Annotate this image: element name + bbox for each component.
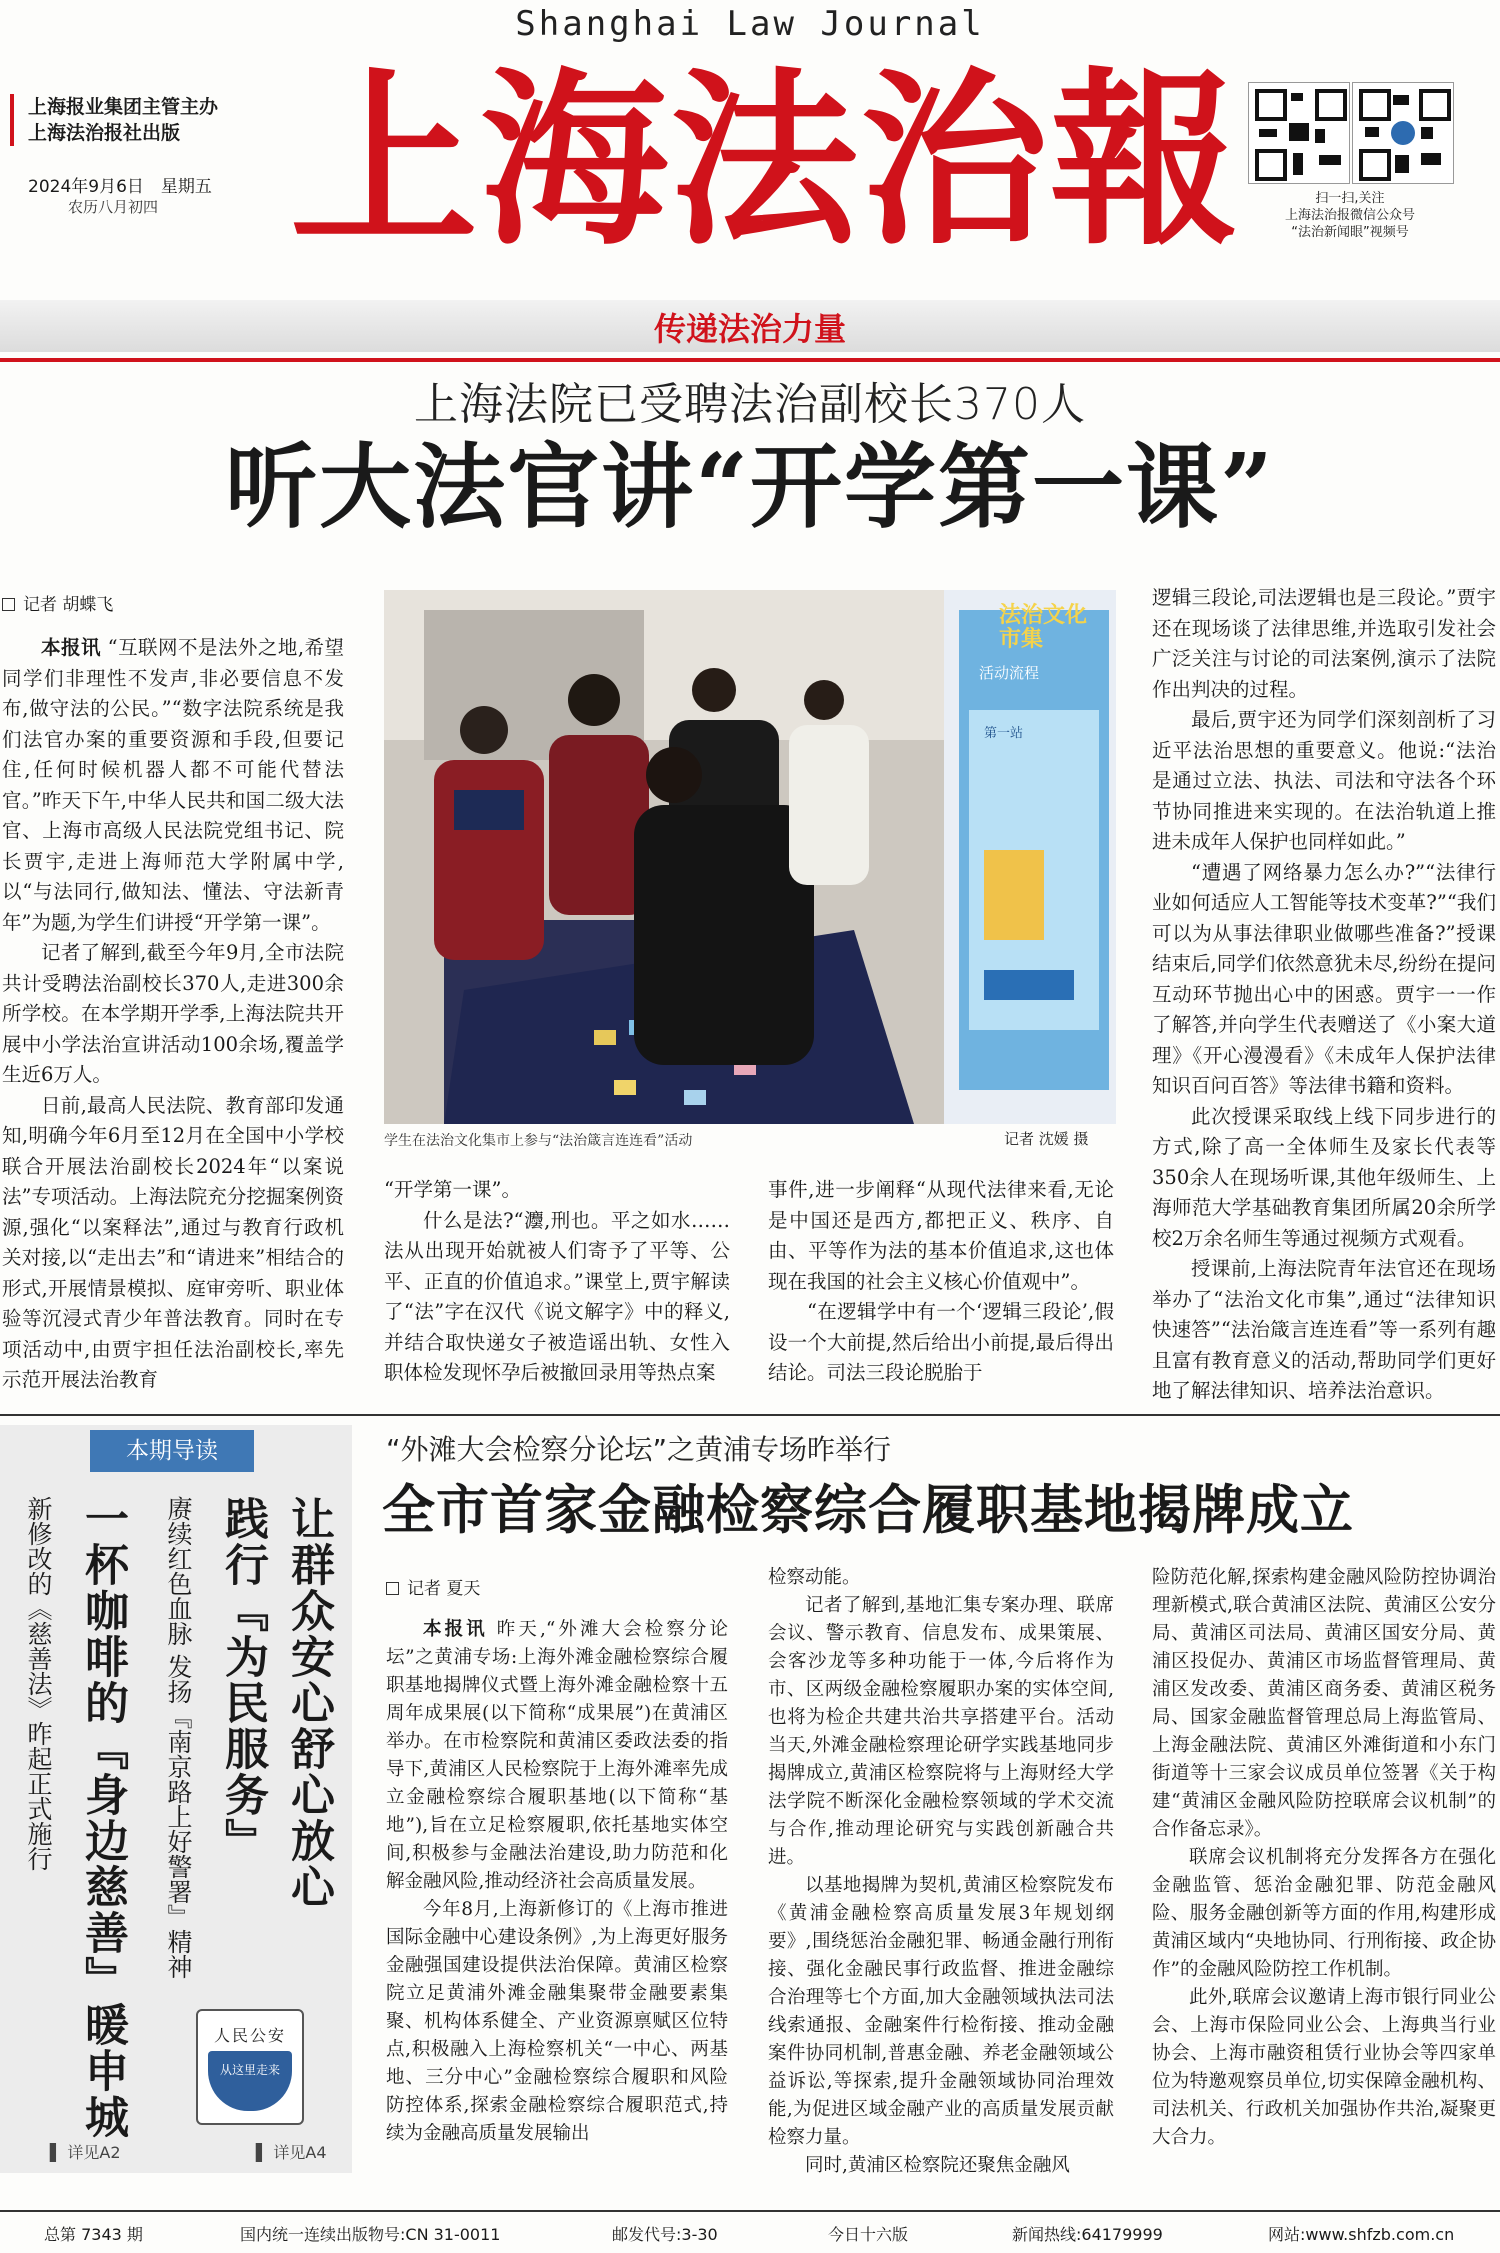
sidebar-ref-a2[interactable] bbox=[50, 2140, 121, 2163]
ref-arrow-icon: ▌ bbox=[50, 2143, 68, 2162]
sidebar-ref-a4[interactable] bbox=[256, 2140, 327, 2163]
police-badge bbox=[196, 2009, 304, 2125]
lead-kicker: 上海法院已受聘法治副校长370人 bbox=[414, 379, 1086, 430]
lead-col3-p1: 事件,进一步阐释“从现代法律来看,无论是中国还是西方,都把正义、秩序、自由、平等作为法的基本价值追求,这也体现在我国的社会主义核心价值观中”。 bbox=[768, 1178, 1114, 1293]
sidebar-header: 本期导读 bbox=[90, 1430, 254, 1472]
second-col2-p4: 同时,黄浦区检察院还聚焦金融风 bbox=[805, 2155, 1070, 2176]
lead-column-1 bbox=[2, 633, 344, 1391]
qr-code-video[interactable] bbox=[1352, 82, 1454, 184]
sidebar-deck-e: 新修改的《慈善法》昨起正式施行 bbox=[24, 1496, 53, 1871]
qr-caption bbox=[1240, 190, 1460, 241]
lead-byline bbox=[2, 590, 113, 615]
lead-photo[interactable] bbox=[384, 590, 1116, 1124]
second-dateline: 本报讯 bbox=[423, 1619, 488, 1640]
lead-col4-p2: 最后,贾宇还为同学们深刻剖析了习近平法治思想的重要意义。他说:“法治是通过立法、执法、司法和守法各个环节协同推进来实现的。在法治轨道上推进未成年人保护也同样如此。” bbox=[1152, 708, 1496, 853]
footer-issue: 总第 7343 期 bbox=[44, 2225, 143, 2244]
lead-col3-p2: “在逻辑学中有一个‘逻辑三段论’,假设一个大前提,然后给出小前提,最后得出结论。司法三段论脱胎于 bbox=[768, 1300, 1114, 1384]
ref-a4-text: 详见A4 bbox=[273, 2143, 327, 2162]
sidebar-headline-b[interactable]: 践行『为民服务』 bbox=[217, 1496, 268, 1864]
lead-col4-p5: 授课前,上海法院青年法官还在现场举办了“法治文化市集”,通过“法律知识快速答”“法治箴言连连看”等一系列有趣且富有教育意义的活动,帮助同学们更好地了解法律知识、培养法治意识。 bbox=[1152, 1257, 1496, 1402]
qr-code-wechat[interactable] bbox=[1248, 82, 1350, 184]
lead-headline: 听大法官讲“开学第一课” bbox=[225, 433, 1275, 541]
lead-col4-p4: 此次授课采取线上线下同步进行的方式,除了高一全体师生及家长代表等350余人在现场听课,其他年级师生、上海师范大学基础教育集团所属20余所学校2万余名师生等通过视频方式观看。 bbox=[1152, 1104, 1496, 1250]
issue-date: 2024年9月6日 星期五 bbox=[28, 177, 212, 197]
sidebar-deck-c: 赓续红色血脉 发扬『南京路上好警署』精神 bbox=[164, 1496, 193, 1979]
badge-top-text: 人民公安 bbox=[213, 2026, 286, 2045]
lead-col2-p2: 什么是法?“灋,刑也。平之如水……法从出现开始就被人们寄予了平等、公平、正直的价值追求。”课堂上,贾宇解读了“法”字在汉代《说文解字》中的释义,并结合取快递女子被造谣出轨、女性入职体检发现怀孕后被撤回录用等热点案 bbox=[384, 1208, 730, 1384]
lead-col1-p1: “互联网不是法外之地,希望同学们非理性不发声,非必要信息不发布,做守法的公民。”“数字法院系统是我们法官办案的重要资源和手段,但要记住,任何时候机器人都不可能代替法官。”昨天下午,中华人民共和国二级大法官、上海市高级人民法院党组书记、院长贾宇,走进上海师范大学附属中学,以“与法同行,做知法、懂法、守法新青年”为题,为学生们讲授“开学第一课”。 bbox=[2, 636, 344, 934]
lead-col1-p2: 记者了解到,截至今年9月,全市法院共计受聘法治副校长370人,走进300余所学校。在本学期开学季,上海法院共开展中小学法治宣讲活动100余场,覆盖学生近6万人。 bbox=[2, 941, 344, 1086]
photo-caption: 学生在法治文化集市上参与“法治箴言连连看”活动 bbox=[384, 1133, 693, 1149]
second-col2-p3: 以基地揭牌为契机,黄浦区检察院发布《黄浦金融检察高质量发展3年规划纲要》,围绕惩治金融犯罪、畅通金融行刑衔接、强化金融民事行政监督、推进金融综合治理等七个方面,加大金融领域执法司法线索通报、金融案件行检衔接、推动金融案件协同机制,普惠金融、养老金融领域公益诉讼,等探索,提升金融领域协同治理效能,为促进区域金融产业的高质量发展贡献检察力量。 bbox=[768, 1875, 1114, 2148]
second-kicker: “外滩大会检察分论坛”之黄浦专场昨举行 bbox=[386, 1433, 892, 1466]
lead-col4-p3: “遭遇了网络暴力怎么办?”“法律行业如何适应人工智能等技术变革?”“我们可以为从事法律职业做哪些准备?”授课结束后,同学们依然意犹未尽,纷纷在提问互动环节抛出心中的困惑。贾宇一一作了解答,并向学生代表赠送了《小案大道理》《开心漫漫看》《未成年人保护法律知识百问百答》等法律书籍和资料。 bbox=[1152, 860, 1496, 1097]
footer-pages: 今日十六版 bbox=[828, 2225, 909, 2244]
publisher-block bbox=[10, 94, 218, 146]
second-col3-p3: 此外,联席会议邀请上海市银行同业公会、上海市保险同业公会、上海典当行业协会、上海市融资租赁行业协会等四家单位为特邀观察员单位,切实保障金融机构、司法机关、行政机关加强协作共治,凝聚更大合力。 bbox=[1152, 1987, 1496, 2148]
second-col3-p1: 险防范化解,探索构建金融风险防控协调治理新模式,联合黄浦区法院、黄浦区公安分局、黄浦区司法局、黄浦区国安分局、黄浦区投促办、黄浦区市场监督管理局、黄浦区发改委、黄浦区商务委、黄浦区税务局、国家金融监督管理总局上海监管局、上海金融法院、黄浦区外滩街道和小东门街道等十三家会议成员单位签署《关于构建“黄浦区金融风险防控联席会议机制”的合作备忘录》。 bbox=[1152, 1567, 1496, 1840]
sidebar-headline-d[interactable]: 一杯咖啡的『身边慈善』暖申城 bbox=[77, 1496, 128, 2140]
section-divider bbox=[0, 1414, 1500, 1416]
lead-col2-p1: “开学第一课”。 bbox=[384, 1178, 521, 1201]
second-col1-p1: 昨天,“外滩大会检察分论坛”之黄浦专场:上海外滩金融检察综合履职基地揭牌仪式暨上海外滩金融检察十五周年成果展(以下简称“成果展”)在黄浦区举办。在市检察院和黄浦区委政法委的指导下,黄浦区人民检察院于上海外滩率先成立金融检察综合履职基地(以下简称“基地”),旨在立足检察履职,依托基地实体空间,积极参与金融法治建设,助力防范和化解金融风险,推动经济社会高质量发展。 bbox=[386, 1619, 728, 1892]
footer-rule bbox=[0, 2210, 1500, 2212]
sidebar-headline-a[interactable]: 让群众安心舒心放心 bbox=[283, 1496, 334, 1910]
lead-col4-p1: 逻辑三段论,司法逻辑也是三段论。”贾宇还在现场谈了法律思维,并选取引发社会广泛关注与讨论的司法案例,演示了法院作出判决的过程。 bbox=[1152, 586, 1496, 701]
ref-a2-text: 详见A2 bbox=[67, 2143, 121, 2162]
qr-caption-line-2: 上海法治报微信公众号 bbox=[1284, 208, 1415, 223]
newspaper-logo: 上海法治報 bbox=[290, 50, 1240, 271]
publisher-line-2: 上海法治报社出版 bbox=[28, 122, 181, 144]
qr-caption-line-1: 扫一扫,关注 bbox=[1315, 191, 1385, 206]
second-byline-text: 记者 夏天 bbox=[407, 1579, 481, 1599]
lead-column-2 bbox=[384, 1175, 730, 1384]
second-col1-p2: 今年8月,上海新修订的《上海市推进国际金融中心建设条例》,为上海更好服务金融强国建设提供法治保障。黄浦区检察院立足黄浦外滩金融集聚带金融要素集聚、机构体系健全、产业资源禀赋区位特点,积极融入上海检察机关“一中心、两基地、三分中心”金融检察综合履职和风险防控体系,探索金融检察综合履职范式,持续为金融高质量发展输出 bbox=[386, 1899, 728, 2144]
byline-box-icon bbox=[2, 598, 15, 611]
publisher-line-1: 上海报业集团主管主办 bbox=[28, 96, 219, 118]
lead-column-3 bbox=[768, 1175, 1114, 1384]
second-column-2 bbox=[768, 1564, 1114, 2180]
ref-arrow-icon: ▌ bbox=[256, 2143, 274, 2162]
footer-hotline: 新闻热线:64179999 bbox=[1012, 2225, 1163, 2244]
photo-banner-step: 第一站 bbox=[984, 726, 1024, 741]
qr-caption-line-3: “法治新闻眼”视频号 bbox=[1291, 225, 1409, 240]
second-column-1 bbox=[386, 1616, 728, 2180]
english-title: Shanghai Law Journal bbox=[515, 4, 985, 44]
photo-banner-sub: 活动流程 bbox=[979, 664, 1040, 682]
slogan: 传递法治力量 bbox=[653, 310, 846, 348]
second-byline bbox=[386, 1574, 480, 1599]
lead-byline-text: 记者 胡蝶飞 bbox=[23, 595, 114, 615]
badge-shield bbox=[208, 2051, 292, 2111]
second-col3-p2: 联席会议机制将充分发挥各方在强化金融监管、惩治金融犯罪、防范金融风险、服务金融创新等方面的作用,构建形成黄浦区域内“央地协同、行刑衔接、政企协作”的金融风险防控工作机制。 bbox=[1152, 1847, 1496, 1980]
lunar-date: 农历八月初四 bbox=[68, 198, 159, 216]
lead-column-4 bbox=[1152, 583, 1496, 1402]
second-col2-p1: 检察动能。 bbox=[768, 1567, 861, 1588]
byline-box-icon bbox=[386, 1582, 399, 1595]
slogan-rule bbox=[0, 358, 1500, 362]
footer-postal: 邮发代号:3-30 bbox=[612, 2225, 718, 2244]
footer-website[interactable]: 网站:www.shfzb.com.cn bbox=[1268, 2225, 1455, 2244]
photo-banner-title: 法治文化市集 bbox=[999, 603, 1088, 652]
second-headline: 全市首家金融检察综合履职基地揭牌成立 bbox=[382, 1479, 1354, 1541]
badge-bottom-text: 从这里走来 bbox=[219, 2063, 280, 2077]
lead-dateline: 本报讯 bbox=[41, 636, 101, 659]
second-col2-p2: 记者了解到,基地汇集专案办理、联席会议、警示教育、信息发布、成果策展、会客沙龙等多种功能于一体,今后将作为市、区两级金融检察履职办案的实体空间,也将为检企共建共治共享搭建平台。活动当天,外滩金融检察理论研学实践基地同步揭牌成立,黄浦区检察院将与上海财经大学法学院不断深化金融检察领域的学术交流与合作,推动理论研究与实践创新融合共进。 bbox=[768, 1595, 1114, 1868]
footer-bar bbox=[0, 2218, 1500, 2248]
photo-credit: 记者 沈媛 摄 bbox=[1004, 1130, 1089, 1148]
second-column-3 bbox=[1152, 1564, 1496, 2180]
lead-col1-p3: 日前,最高人民法院、教育部印发通知,明确今年6月至12月在全国中小学校联合开展法治副校长2024年“以案说法”专项活动。上海法院充分挖掘案例资源,强化“以案释法”,通过与教育行政机关对接,以“走出去”和“请进来”相结合的形式,开展情景模拟、庭审旁听、职业体验等沉浸式青少年普法教育。同时在专项活动中,由贾宇担任法治副校长,率先示范开展法治教育 bbox=[2, 1093, 344, 1391]
footer-cn: 国内统一连续出版物号:CN 31-0011 bbox=[240, 2225, 501, 2244]
